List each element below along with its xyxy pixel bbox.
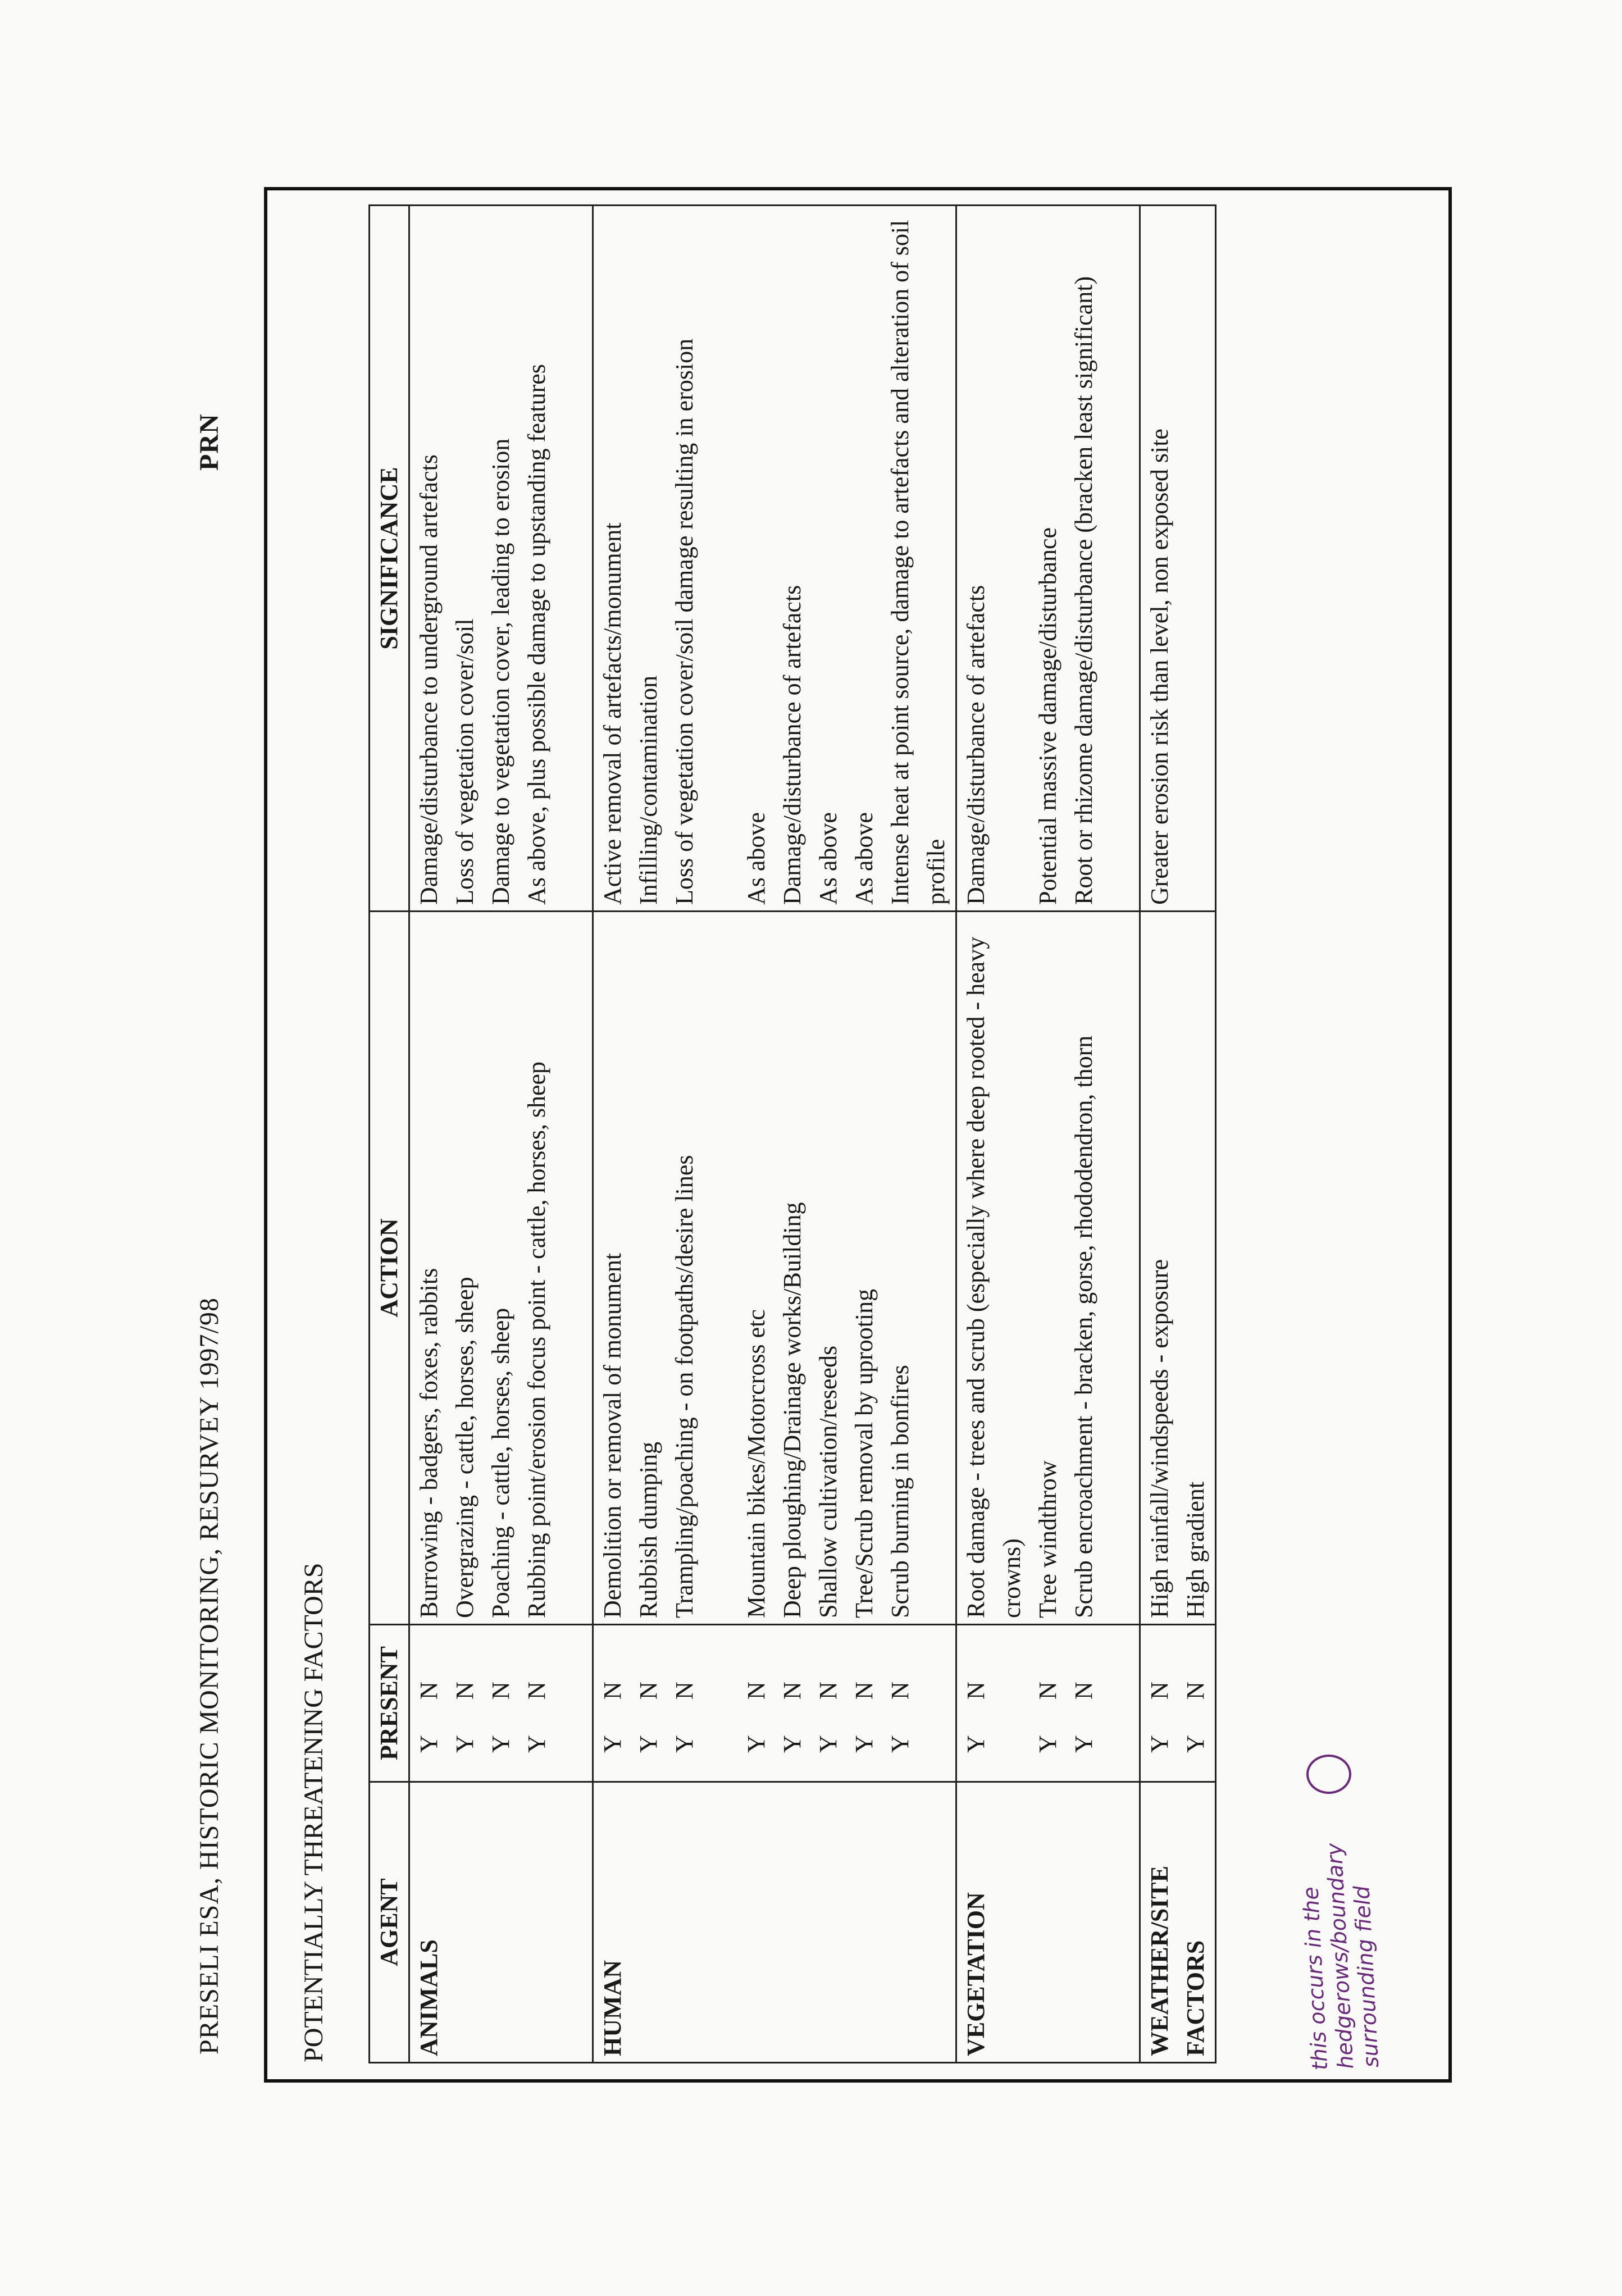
action-text: Poaching - cattle, horses, sheep (486, 1308, 514, 1618)
present-yn (595, 1631, 631, 1775)
table-title: POTENTIALLY THREATENING FACTORS (299, 1562, 329, 2062)
action-cell (1140, 912, 1215, 1625)
present-yn (519, 1631, 591, 1775)
present-y: Y (670, 1735, 698, 1753)
present-y: Y (450, 1735, 479, 1753)
present-n: N (886, 1682, 914, 1700)
present-n: N (1145, 1682, 1173, 1700)
present-y: Y (778, 1735, 806, 1753)
action-text: Scrub encroachment - bracken, gorse, rhododendron, thorn (1069, 1035, 1097, 1618)
column-header-present: PRESENT (370, 1625, 409, 1782)
present-y: Y (850, 1735, 878, 1753)
handwritten-circle-mark (1306, 1755, 1351, 1794)
group-weather-site-factors (1140, 206, 1215, 2063)
present-y: Y (598, 1735, 626, 1753)
action-text: High rainfall/windspeeds - exposure (1145, 1259, 1173, 1618)
present-yn (810, 1631, 846, 1775)
action-text: Scrub burning in bonfires (886, 1365, 914, 1618)
present-yn (667, 1631, 739, 1775)
present-y: Y (486, 1735, 514, 1753)
present-n: N (814, 1682, 842, 1700)
present-yn (1030, 1631, 1066, 1775)
present-n: N (522, 1682, 550, 1700)
significance-text: Damage/disturbance of artefacts (962, 585, 990, 905)
present-yn (1178, 1631, 1214, 1775)
present-y: Y (1069, 1735, 1097, 1753)
present-yn (739, 1631, 774, 1775)
present-y: Y (414, 1735, 443, 1753)
present-y: Y (886, 1735, 914, 1753)
action-cell (593, 912, 956, 1625)
action-text: High gradient (1181, 1481, 1209, 1618)
agent-cell (1140, 1782, 1215, 2063)
action-text: Rubbing point/erosion focus point - cattle, horses, sheep (522, 1061, 550, 1618)
present-yn (882, 1631, 954, 1775)
column-header-action: ACTION (370, 912, 409, 1625)
present-yn (1066, 1631, 1138, 1775)
agent-name: VEGETATION (962, 1892, 990, 2056)
significance-text (1178, 212, 1214, 905)
significance-cell (409, 206, 593, 912)
table-frame (264, 187, 1452, 2083)
present-y: Y (522, 1735, 550, 1753)
action-text: Rubbish dumping (634, 1441, 662, 1618)
action-cell (956, 912, 1140, 1625)
agent-cell (409, 1782, 593, 2063)
significance-text: Root or rhizome damage/disturbance (bracken least significant) (1069, 276, 1097, 905)
action-text: Burrowing - badgers, foxes, rabbits (414, 1268, 443, 1618)
significance-text: As above (850, 812, 878, 905)
significance-text: Intense heat at point source, damage to artefacts and alteration of soil profile (886, 220, 950, 905)
significance-cell (956, 206, 1140, 912)
present-y: Y (1145, 1735, 1173, 1753)
present-n: N (598, 1682, 626, 1700)
present-yn (631, 1631, 667, 1775)
significance-text: Damage/disturbance of artefacts (778, 585, 806, 905)
present-y: Y (742, 1735, 770, 1753)
agent-name: ANIMALS (414, 1939, 443, 2056)
significance-cell (593, 206, 956, 912)
prn-label: PRN (194, 413, 224, 471)
present-cell (956, 1625, 1140, 1782)
significance-text: Damage to vegetation cover, leading to erosion (486, 438, 514, 905)
agent-name: WEATHER/SITE FACTORS (1145, 1865, 1209, 2056)
present-yn (411, 1631, 447, 1775)
significance-text: Infilling/contamination (634, 675, 662, 905)
significance-text: Loss of vegetation cover/soil (450, 618, 479, 905)
present-n: N (1181, 1682, 1209, 1700)
present-n: N (1069, 1682, 1097, 1700)
present-yn (846, 1631, 882, 1775)
present-n: N (742, 1682, 770, 1700)
handwritten-note: this occurs in the hedgerows/boundary surrounding field (1298, 1842, 1384, 2071)
present-cell (1140, 1625, 1215, 1782)
action-text: Shallow cultivation/reseeds (814, 1345, 842, 1618)
table-header-row (370, 206, 409, 2063)
present-n: N (670, 1682, 698, 1700)
action-text: Demolition or removal of monument (598, 1252, 626, 1618)
present-n: N (486, 1682, 514, 1700)
present-y: Y (814, 1735, 842, 1753)
column-header-significance: SIGNIFICANCE (370, 206, 409, 912)
present-n: N (962, 1682, 990, 1700)
present-y: Y (634, 1735, 662, 1753)
significance-text: Potential massive damage/disturbance (1033, 527, 1061, 905)
significance-text: Greater erosion risk than level, non exposed site (1145, 429, 1173, 905)
significance-text: As above (742, 812, 770, 905)
present-n: N (634, 1682, 662, 1700)
group-vegetation (956, 206, 1140, 2063)
group-animals (409, 206, 593, 2063)
present-cell (593, 1625, 956, 1782)
present-n: N (414, 1682, 443, 1700)
action-text: Root damage - trees and scrub (especially where deep rooted - heavy crowns) (962, 936, 1026, 1618)
group-human (593, 206, 956, 2063)
present-n: N (778, 1682, 806, 1700)
present-n: N (1033, 1682, 1061, 1700)
present-cell (409, 1625, 593, 1782)
threatening-factors-table (368, 204, 1216, 2063)
significance-text: Active removal of artefacts/monument (598, 522, 626, 905)
action-text: Deep ploughing/Drainage works/Building (778, 1202, 806, 1618)
present-yn (447, 1631, 483, 1775)
present-y: Y (1181, 1735, 1209, 1753)
present-yn (958, 1631, 1030, 1775)
agent-name: HUMAN (598, 1960, 626, 2056)
present-n: N (850, 1682, 878, 1700)
present-yn (483, 1631, 519, 1775)
action-text: Tree/Scrub removal by uprooting (850, 1288, 878, 1618)
present-yn (1142, 1631, 1178, 1775)
action-text: Tree windthrow (1033, 1460, 1061, 1618)
document-title: PRESELI ESA, HISTORIC MONITORING, RESURVEY 1997/98 (194, 1297, 224, 2054)
present-y: Y (962, 1735, 990, 1753)
action-cell (409, 912, 593, 1625)
significance-text: As above, plus possible damage to upstanding features (522, 364, 550, 905)
action-text: Overgrazing - cattle, horses, sheep (450, 1277, 479, 1618)
action-text: Mountain bikes/Motorcross etc (742, 1309, 770, 1618)
significance-text: Damage/disturbance to underground artefacts (414, 454, 443, 905)
agent-cell (956, 1782, 1140, 2063)
significance-cell (1140, 206, 1215, 912)
significance-text: As above (814, 812, 842, 905)
action-text: Trampling/poaching - on footpaths/desire lines (670, 1155, 698, 1618)
present-n: N (450, 1682, 479, 1700)
column-header-agent: AGENT (370, 1782, 409, 2063)
present-y: Y (1033, 1735, 1061, 1753)
present-yn (774, 1631, 810, 1775)
agent-cell (593, 1782, 956, 2063)
significance-text: Loss of vegetation cover/soil damage resulting in erosion (670, 338, 698, 905)
